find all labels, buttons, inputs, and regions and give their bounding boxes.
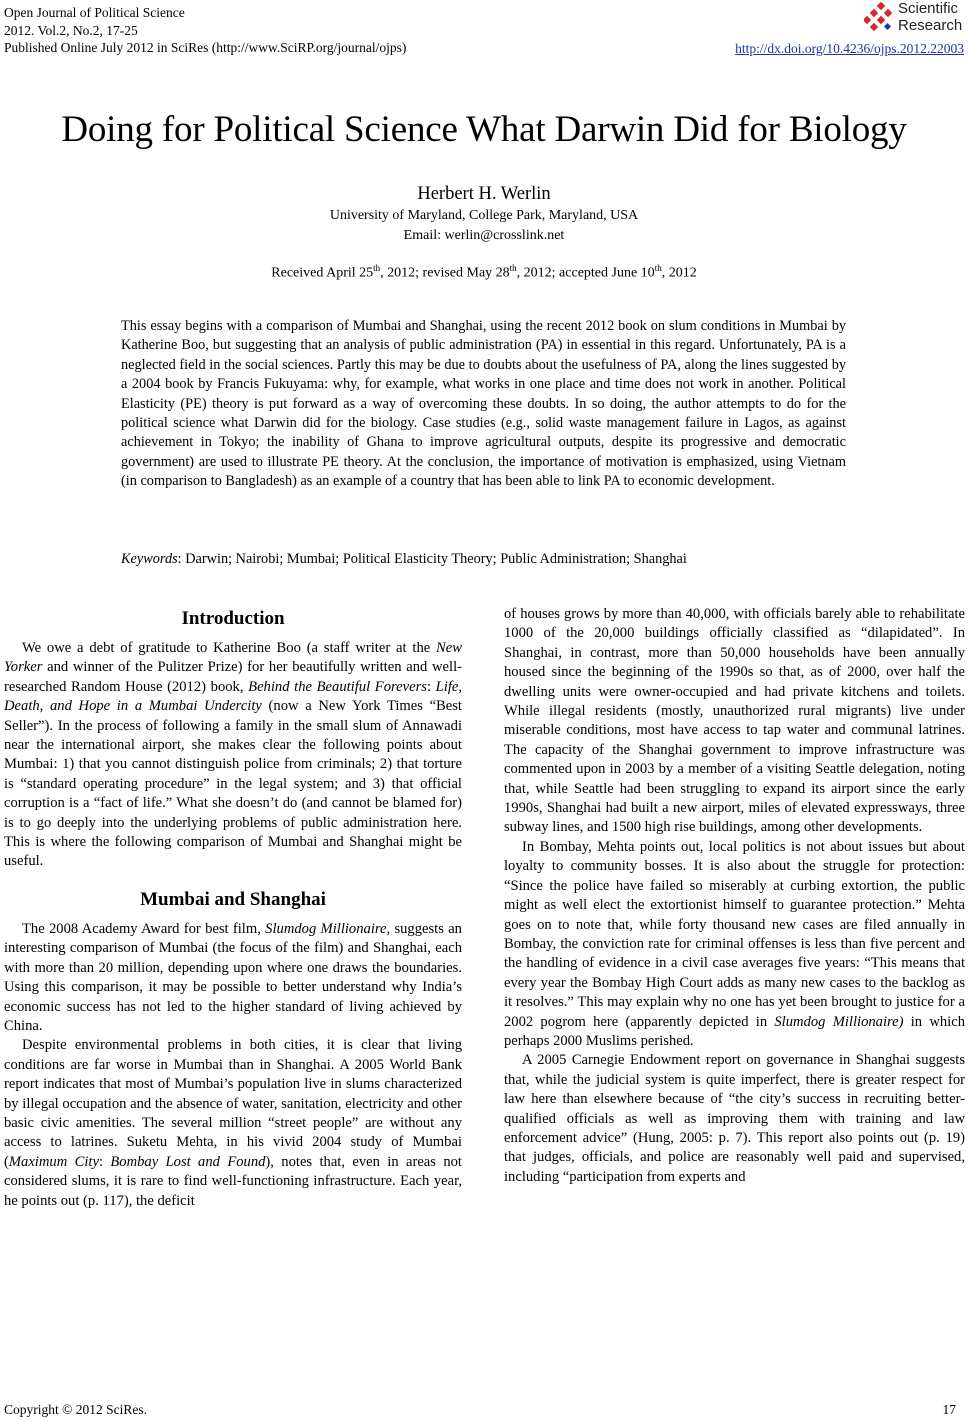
published-info: Published Online July 2012 in SciRes (http://www.SciRP.org/journal/ojps) <box>4 40 407 55</box>
paragraph: The 2008 Academy Award for best film, Slumdog Millionaire, suggests an interesting comparison of Mumbai (the focus of the film) and Shanghai, each with more than 20 million, depending upon where one draws the boundaries. Using this comparison, it may be possible to better understand why India’s economic success has not led to the higher standard of living achieved by China. <box>4 920 462 1034</box>
footer-copyright: Copyright © 2012 SciRes. <box>4 1402 148 1417</box>
scientific-research-logo <box>864 0 964 38</box>
logo-mark-icon <box>864 2 898 36</box>
article-dates: Received April 25th, 2012; revised May 28th, 2012; accepted June 10th, 2012 <box>271 263 697 281</box>
keywords-label: Keywords <box>121 551 178 567</box>
footer-page-number: 17 <box>942 1402 956 1417</box>
article-title: Doing for Political Science What Darwin Did for Biology <box>61 109 907 150</box>
paragraph: A 2005 Carnegie Endowment report on governance in Shanghai suggests that, while the judicial system is quite imperfect, there is greater respect for law here than elsewhere because of “the city’s success in recruiting better-qualified officials as well as improving them with training and law enforcement advice” (Hung, 2005: p. 7). This report also points out (p. 19) that judges, officials, and police are reasonably well paid and supervised, including “participation from experts and <box>504 1052 965 1185</box>
keywords <box>121 551 846 568</box>
keywords-text: : Darwin; Nairobi; Mumbai; Political Elasticity Theory; Public Administration; Shanghai <box>177 551 687 567</box>
author-name: Herbert H. Werlin <box>417 184 551 204</box>
paragraph: We owe a debt of gratitude to Katherine Boo (a staff writer at the New Yorker and winner of the Pulitzer Prize) for her beautifully written and well-researched Random House (2012) book, Behind the Beautiful Forevers: Life, Death, and Hope in a Mumbai Undercity (now a New York Times “Best Seller”). In the process of following a family in the small slum of Annawadi near the international airport, she makes clear the following points about Mumbai: 1) that you cannot distinguish police from criminals; 2) that torture is “standard operating procedure” in the legal system; and 3) that official corruption is a “fact of life.” What she doesn’t do (and cannot be blamed for) is to go deeply into the underlying problems of public administration here. This is where the following comparison of Mumbai and Shanghai might be useful. <box>4 640 463 870</box>
section-heading-introduction: Introduction <box>181 608 285 629</box>
paragraph: Despite environmental problems in both cities, it is clear that living conditions are far worse in Mumbai than in Shanghai. A 2005 World Bank report indicates that most of Mumbai’s population live in slums characterized by illegal occupation and the absence of water, sanitation, electricity and other basic civic amenities. The several million “street people” are without any access to latrines. Suketu Mehta, in his vivid 2004 study of Mumbai (Maximum City: Bombay Lost and Found), notes that, even in areas not considered slums, it is rare to find well-functioning infrastructure. Each year, he points out (p. 117), the deficit <box>4 1037 462 1209</box>
paragraph: of houses grows by more than 40,000, with officials barely able to rehabilitate 1000 of the 20,000 buildings officially classified as “dilapidated”. In Shanghai, in contrast, more than 50,000 households have been annually housed since the beginning of the 1990s so that, as of 2000, over half the dwelling units were owner-occupied and had private kitchens and toilets. While illegal residents (mostly, unauthorized rural migrants) live under miserable conditions, most have access to tap water and communal latrines. The capacity of the Shanghai government to improve infrastructure was commented upon in 2003 by a member of a visiting Seattle delegation, noting that, while Seattle had been struggling to expand its airport since the early 1990s, Shanghai had built a new airport, miles of elevated expressways, three subway lines, and 1500 high rise buildings, among other developments. <box>504 606 965 836</box>
journal-name: Open Journal of Political Science <box>4 5 185 20</box>
left-column <box>4 607 462 1211</box>
running-header <box>4 4 406 57</box>
author-affiliation: University of Maryland, College Park, Maryland, USA <box>329 208 639 223</box>
logo-text-line1: Scientific <box>898 0 959 17</box>
section-heading-mumbai-shanghai: Mumbai and Shanghai <box>140 888 326 910</box>
doi-link[interactable]: http://dx.doi.org/10.4236/ojps.2012.22003 <box>735 41 964 56</box>
abstract: This essay begins with a comparison of Mumbai and Shanghai, using the recent 2012 book on slum conditions in Mumbai by Katherine Boo, but suggesting that an analysis of public administration (PA) in essential in this regard. Unfortunately, PA is a neglected field in the social sciences. Partly this may be due to doubts about the usefulness of PA, along the lines suggested by a 2004 book by Francis Fukuyama: why, for example, what works in one place and time does not work in another. Political Elasticity (PE) theory is put forward as a way of overcoming these doubts. In so doing, the author attempts to do for the political science what Darwin did for the biology. Case studies (e.g., solid waste management failure in Lagos, as against achievement in Tokyo; the inability of Ghana to improve agricultural outputs, despite its progressive and democratic government) are used to illustrate PE theory. At the conclusion, the importance of motivation is emphasized, using Vietnam (in comparison to Bangladesh) as an example of a country that has been able to link PA to economic development. <box>121 318 846 490</box>
author-email: Email: werlin@crosslink.net <box>403 228 565 243</box>
logo-text-line2: Research <box>898 17 963 34</box>
right-column <box>504 605 965 1187</box>
paragraph: In Bombay, Mehta points out, local politics is not about issues but about loyalty to community bosses. It is also about the struggle for protection: “Since the police have failed so miserably at curbing extortion, the public might as well elect the extortionist himself to guarantee protection.” Mehta goes on to note that, while forty thousand new cases are filed annually in Bombay, the conviction rate for criminal offenses is less than five percent and the handling of evidence in a civil case averages five years: “This means that every year the Bombay High Court adds as many new cases to the backlog as it resolves.” This may explain why no one has yet been brought to justice for a 2002 pogrom here (apparently depicted in Slumdog Millionaire) in which perhaps 2000 Muslims perished. <box>504 838 965 1049</box>
volume-info: 2012. Vol.2, No.2, 17-25 <box>4 22 138 38</box>
